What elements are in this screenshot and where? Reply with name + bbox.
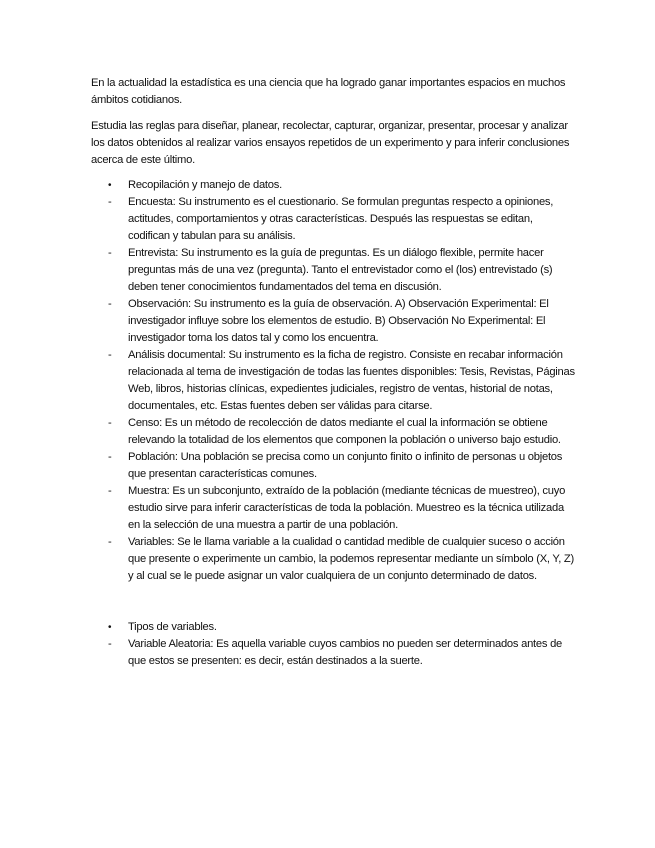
list-heading-text: Tipos de variables. xyxy=(128,621,217,633)
list-item xyxy=(91,194,575,245)
list-item-text: Población: Una población se precisa como un conjunto finito o infinito de personas u objetos que presentan características comunes. xyxy=(128,451,563,480)
data-collection-list xyxy=(91,177,575,585)
list-item xyxy=(91,415,575,449)
list-heading-text: Recopilación y manejo de datos. xyxy=(128,179,282,191)
dash-marker: - xyxy=(108,451,112,463)
definition-paragraph: Estudia las reglas para diseñar, planear, recolectar, capturar, organizar, presentar, procesar y analizar los datos obtenidos al realizar varios ensayos repetidos de un experimento y para inferir conclusiones acerca de este último. xyxy=(91,120,570,166)
dash-marker: - xyxy=(108,349,112,361)
list-item xyxy=(91,347,575,415)
bullet-marker: • xyxy=(108,180,112,191)
list-item xyxy=(91,245,575,296)
dash-marker: - xyxy=(108,536,112,548)
list-item xyxy=(91,449,575,483)
list-item-text: Variable Aleatoria: Es aquella variable cuyos cambios no pueden ser determinados antes de que estos se presenten: es decir, están destinados a la suerte. xyxy=(128,638,563,667)
intro-paragraph: En la actualidad la estadística es una ciencia que ha logrado ganar importantes espacios en muchos ámbitos cotidianos. xyxy=(91,77,566,106)
dash-marker: - xyxy=(108,638,112,650)
variable-types-list xyxy=(91,619,575,670)
list-item-text: Muestra: Es un subconjunto, extraído de la población (mediante técnicas de muestreo), cuyo estudio sirve para inferir características de toda la población. Muestreo es la técnica utilizada en la selección de una muestra a partir de una población. xyxy=(128,485,566,531)
list-heading xyxy=(91,619,575,636)
dash-marker: - xyxy=(108,247,112,259)
bullet-marker: • xyxy=(108,622,112,633)
list-item xyxy=(91,296,575,347)
dash-marker: - xyxy=(108,196,112,208)
spacer xyxy=(91,585,575,619)
list-item-text: Variables: Se le llama variable a la cualidad o cantidad medible de cualquier suceso o acción que presente o experimente un cambio, la podemos representar mediante un símbolo (X, Y, Z) y al cual se le puede asignar un valor cualquiera de un conjunto determinado de datos. xyxy=(128,536,574,582)
list-item-text: Observación: Su instrumento es la guía de observación. A) Observación Experimental: El investigador influye sobre los elementos de estudio. B) Observación No Experimental: El investigador toma los datos tal y como los encuentra. xyxy=(128,298,549,344)
list-item-text: Análisis documental: Su instrumento es la ficha de registro. Consiste en recabar información relacionada al tema de investigación de todas las fuentes disponibles: Tesis, Revistas, Páginas Web, libros, historias clínicas, expedientes judiciales, registro de ventas, historial de notas, documentales, etc. Estas fuentes deben ser válidas para citarse. xyxy=(128,349,575,412)
dash-marker: - xyxy=(108,298,112,310)
dash-marker: - xyxy=(108,417,112,429)
list-item-text: Entrevista: Su instrumento es la guía de preguntas. Es un diálogo flexible, permite hacer preguntas más de una vez (pregunta). Tanto el entrevistador como el (los) entrevistado (s) deben tener conocimientos fundamentados del tema en discusión. xyxy=(128,247,553,293)
list-item-text: Encuesta: Su instrumento es el cuestionario. Se formulan preguntas respecto a opiniones, actitudes, comportamientos y otras características. Después las respuestas se editan, codifican y tabulan para su análisis. xyxy=(128,196,554,242)
list-item xyxy=(91,483,575,534)
list-item-text: Censo: Es un método de recolección de datos mediante el cual la información se obtiene relevando la totalidad de los elementos que componen la población o universo bajo estudio. xyxy=(128,417,561,446)
dash-marker: - xyxy=(108,485,112,497)
list-item xyxy=(91,636,575,670)
list-heading xyxy=(91,177,575,194)
list-item xyxy=(91,534,575,585)
